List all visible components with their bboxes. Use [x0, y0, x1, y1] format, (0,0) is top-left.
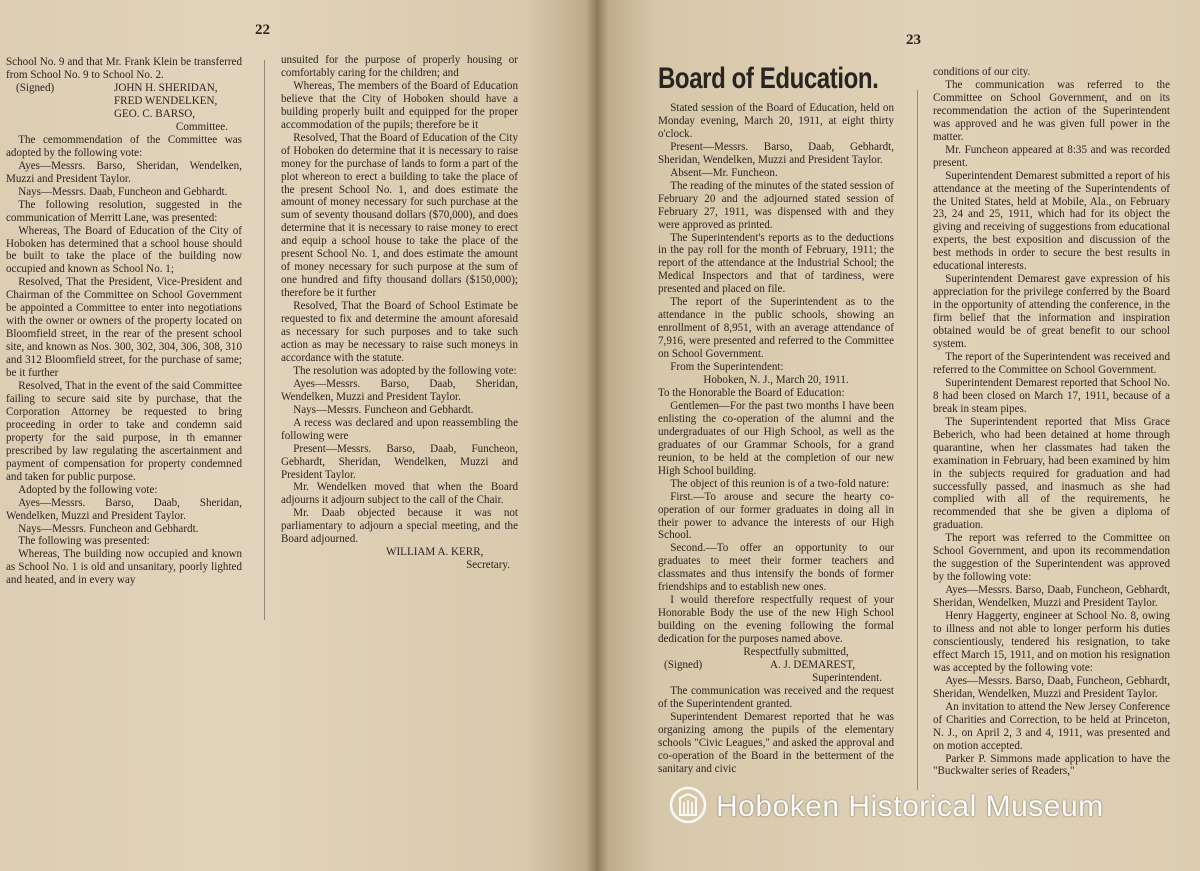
page-number-left: 22	[255, 22, 270, 38]
paragraph: Ayes—Messrs. Barso, Sheridan, Wendelken, Muzzi and President Taylor.	[6, 159, 242, 185]
paragraph: First.—To arouse and secure the hearty co-operation of our former graduates in doing all in their power to advance the interests of our High School.	[658, 490, 894, 542]
paragraph: The following was presented:	[18, 535, 150, 548]
secretary-title: Secretary.	[466, 559, 510, 572]
paragraph: Parker P. Simmons made application to have the "Buckwalter series of Readers,"	[933, 752, 1170, 778]
paragraph: School No. 9 and that Mr. Frank Klein be transferred from School No. 9 to School No. 2.	[6, 56, 242, 81]
paragraph: The resolution was adopted by the following vote:	[293, 364, 517, 377]
paragraph: I would therefore respectfully request of your Honorable Body the use of the new High School building on the evening following the formal dedication for the purposes named above.	[658, 594, 894, 646]
committee-label: Committee.	[175, 120, 228, 133]
signer-name: GEO. C. BARSO,	[114, 107, 196, 120]
paragraph: Whereas, The members of the Board of Education believe that the City of Hoboken should have a building properly built and equipped for the proper accommodation of the pupils; therefore be it	[281, 79, 518, 131]
paragraph: Resolved, That the President, Vice-President and Chairman of the Committee on School Government be appointed a Committee to enter into negotiations with the owner or owners of the property located on Bloomfield street, in the rear of the present school site, and known as Nos. 300, 302, 304, 306, 308, 310 and 312 Bloomfield street, for the purchase of same; be it further	[6, 276, 242, 380]
right-page	[596, 0, 1200, 871]
letter-salutation: To the Honorable the Board of Education:	[658, 386, 845, 399]
paragraph: Nays—Messrs. Funcheon and Gebhardt.	[18, 522, 199, 535]
paragraph: Resolved, That the Board of Education of the City of Hoboken do determine that it is necessary to raise money for the purchase of lands to form a part of the plot whereon to erect a building to take the place of the present School No. 1, and does estimate the amount of money necessary for such purchase at the sum of seventy thousand dollars ($70,000), and does determine that it is necessary to raise money to erect and equip a school house to take the place of the present School No. 1, and does estimate the amount of money necessary for such purpose at the sum of one hundred and fifty thousand dollars ($150,000); therefore be it further	[281, 131, 518, 300]
paragraph: Resolved, That the Board of School Estimate be requested to fix and determine the amount aforesaid as necessary for such purposes and to take such action as may be necessary to raise such moneys in accordance with the statute.	[281, 300, 518, 364]
paragraph: The cemommendation of the Committee was adopted by the following vote:	[6, 133, 242, 159]
paragraph: Ayes—Messrs. Barso, Daab, Funcheon, Gebhardt, Sheridan, Wendelken, Muzzi and President Taylor.	[933, 674, 1170, 700]
paragraph: Ayes—Messrs. Barso, Daab, Funcheon, Gebhardt, Sheridan, Wendelken, Muzzi and President Taylor.	[933, 584, 1170, 610]
paragraph: A recess was declared and upon reassembling the following were	[281, 416, 518, 442]
column-rule	[917, 90, 918, 790]
paragraph: Present—Messrs. Barso, Daab, Funcheon, Gebhardt, Sheridan, Wendelken, Muzzi and President Taylor.	[281, 442, 518, 481]
paragraph: Superintendent Demarest gave expression of his appreciation for the privilege conferred by the Board in the opportunity of attending the conference, in the firm belief that the information and inspiration obtained would be of great benefit to our school system.	[933, 273, 1170, 351]
paragraph: An invitation to attend the New Jersey Conference of Charities and Correction, to be held at Princeton, N. J., on April 2, 3 and 4, 1911, was presented and on motion accepted.	[933, 700, 1170, 752]
right-column-2	[933, 66, 1170, 778]
paragraph: Nays—Messrs. Daab, Funcheon and Gebhardt.	[18, 185, 228, 198]
secretary-name: WILLIAM A. KERR,	[386, 546, 484, 559]
paragraph: Superintendent Demarest reported that School No. 8 had been closed on March 17, 1911, because of a break in steam pipes.	[933, 376, 1170, 415]
museum-logo-icon	[668, 784, 708, 826]
watermark: Hoboken Historical Museum	[716, 790, 1104, 823]
paragraph: Superintendent Demarest reported that he was organizing among the pupils of the elementary schools "Civic Leagues," and asked the approval and co-operation of the Board in the betterment of the sanitary and civic	[658, 710, 894, 775]
letter-place-date: Hoboken, N. J., March 20, 1911.	[703, 374, 849, 387]
paragraph: Resolved, That in the event of the said Committee failing to secure said site by purchase, that the Corporation Attorney be requested to bring proceeding in order to take and condemn said property for the said purpose, in th emanner prescribed by law regulating the ascertainment and payment of compensation for property condemned and taken for public purpose.	[6, 380, 242, 483]
book-gutter	[586, 0, 608, 871]
paragraph: conditions of our city.	[933, 66, 1031, 78]
signed-label: (Signed)	[664, 658, 703, 671]
paragraph: Ayes—Messrs. Barso, Daab, Sheridan, Wendelken, Muzzi and President Taylor.	[281, 377, 518, 403]
left-page	[0, 0, 596, 871]
paragraph: From the Superintendent:	[670, 361, 784, 374]
section-heading: Board of Education.	[658, 62, 879, 95]
paragraph: Whereas, The building now occupied and known as School No. 1 is old and unsanitary, poorly lighted and heated, and in every way	[6, 548, 242, 587]
paragraph: The following resolution, suggested in the communication of Merritt Lane, was presented:	[6, 198, 242, 224]
paragraph: The communication was referred to the Committee on School Government, and on its recommendation the action of the Superintendent was approved and he was given full power in the matter.	[933, 78, 1170, 143]
paragraph: The communication was received and the request of the Superintendent granted.	[658, 684, 894, 710]
paragraph: Mr. Daab objected because it was not parliamentary to adjourn a special meeting, and the Board adjourned.	[281, 507, 518, 546]
signature-block	[6, 82, 242, 134]
page-number-right: 23	[906, 32, 921, 48]
paragraph: unsuited for the purpose of properly housing or comfortably caring for the children; and	[281, 54, 518, 79]
paragraph: Second.—To offer an opportunity to our graduates to meet their former teachers and classmates and thus intensify the bonds of former friendships and to establish new ones.	[658, 542, 894, 594]
signer-name: JOHN H. SHERIDAN,	[114, 81, 218, 94]
paragraph: Whereas, The Board of Education of the City of Hoboken has determined that a school house should be built to take the place of the building now occupied and known as School No. 1;	[6, 224, 242, 276]
signer-name: A. J. DEMAREST,	[770, 658, 856, 671]
paragraph: Ayes—Messrs. Barso, Daab, Sheridan, Wendelken, Muzzi and President Taylor.	[6, 496, 242, 522]
signer-name: FRED WENDELKEN,	[114, 94, 218, 107]
paragraph: The Superintendent reported that Miss Grace Beberich, who had been detained at home through quarantine, when her classmates had taken the examination in February, had been examined by him in the subjects required for graduation and had successfully passed, and inasmuch as she had complied with all of the requirements, he recommended that she be given a diploma of graduation.	[933, 415, 1170, 532]
paragraph: Stated session of the Board of Education, held on Monday evening, March 20, 1911, at eight thirty o'clock.	[658, 102, 894, 140]
left-column-1	[6, 56, 242, 587]
paragraph: The reading of the minutes of the stated session of February 20 and the adjourned stated session of February 27, 1911, was dispensed with and they were approved as printed.	[658, 179, 894, 231]
paragraph: The report of the Superintendent was received and referred to the Committee on School Government.	[933, 350, 1170, 376]
paragraph: Absent—Mr. Funcheon.	[670, 166, 778, 179]
closing: Respectfully submitted,	[743, 646, 849, 659]
paragraph: The report was referred to the Committee on School Government, and upon its recommendation the suggestion of the Superintendent was approved by the following vote:	[933, 532, 1170, 584]
paragraph: Superintendent Demarest submitted a report of his attendance at the meeting of the Superintendents of the United States, held at Mobile, Ala., on February 23, 24 and 25, 1911, which had for its object the giving and receiving of suggestions from educational experts, the best exposition and discussion of the best methods in order to secure the best results in educational interests.	[933, 169, 1170, 273]
paragraph: Nays—Messrs. Funcheon and Gebhardt.	[293, 403, 474, 416]
paragraph: Mr. Wendelken moved that when the Board adjourns it adjourn subject to the call of the Chair.	[281, 481, 518, 507]
paragraph: Present—Messrs. Barso, Daab, Gebhardt, Sheridan, Wendelken, Muzzi and President Taylor.	[658, 140, 894, 166]
paragraph: The object of this reunion is of a two-fold nature:	[670, 477, 890, 490]
signed-label: (Signed)	[16, 81, 55, 94]
signature-block	[658, 659, 894, 685]
paragraph: Adopted by the following vote:	[18, 483, 158, 496]
paragraph: The Superintendent's reports as to the deductions in the pay roll for the month of February, 1911; the report of the attendance at the Industrial School; the Medical Inspectors and that of tardiness, were presented and placed on file.	[658, 231, 894, 296]
paragraph: Gentlemen—For the past two months I have been enlisting the co-operation of the alumni and the undergraduates of our High School, as well as the graduates of our Grammar Schools, for a grand reunion, to be held at the completion of our new High School building.	[658, 399, 894, 477]
left-column-2	[281, 54, 518, 572]
paragraph: Mr. Funcheon appeared at 8:35 and was recorded present.	[933, 143, 1170, 169]
paragraph: The report of the Superintendent as to the attendance in the public schools, showing an enrollment of 8,951, with an average attendance of 7,916, were presented and referred to the Committee on School Government.	[658, 296, 894, 361]
column-rule	[264, 60, 265, 620]
right-column-1	[658, 62, 894, 776]
paragraph: Henry Haggerty, engineer at School No. 8, owing to illness and not able to longer perform his duties conscientiously, tendered his resignation, to take effect March 15, 1911, and on motion his resignation was accepted by the following vote:	[933, 610, 1170, 674]
signer-title: Superintendent.	[812, 671, 882, 684]
